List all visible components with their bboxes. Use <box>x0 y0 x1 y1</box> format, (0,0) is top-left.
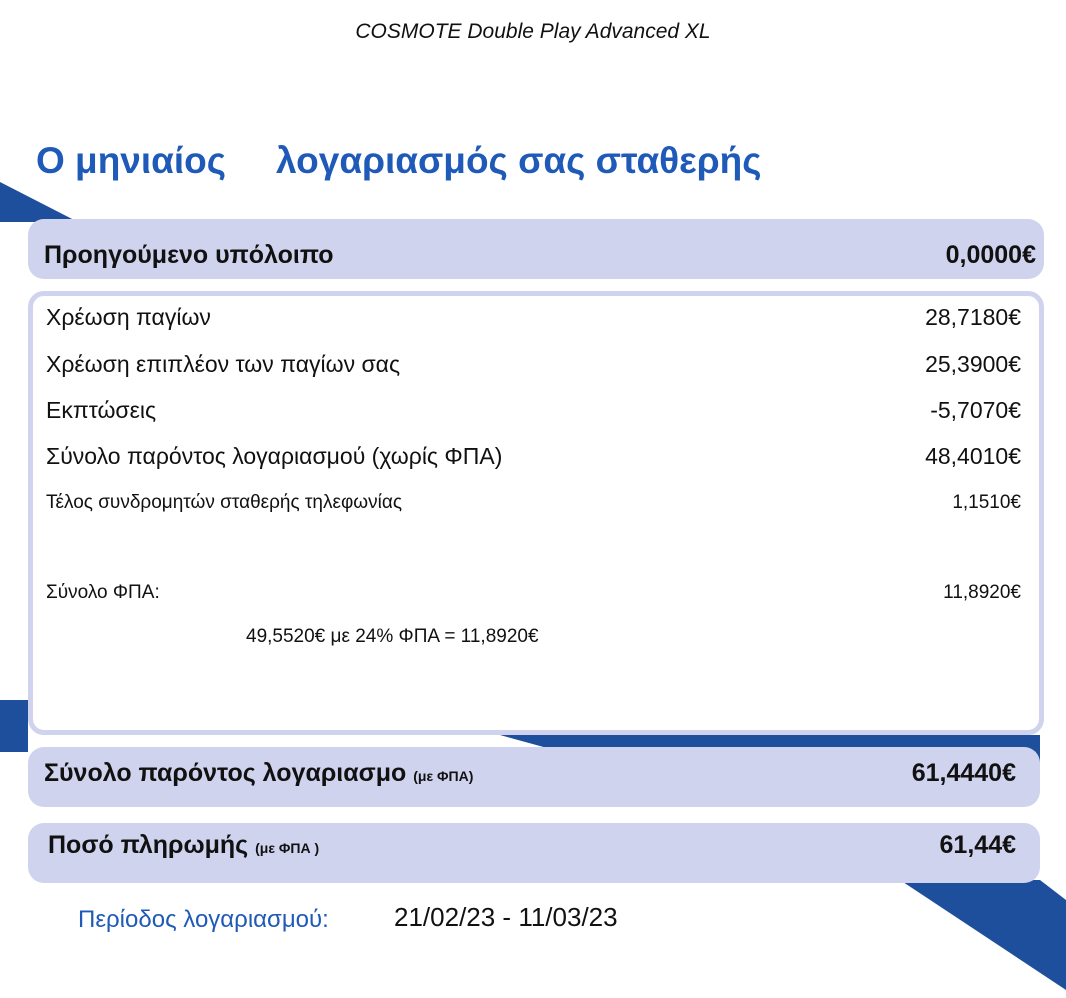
total-with-vat-value: 61,4440€ <box>911 759 1016 787</box>
payment-label-text: Ποσό πληρωμής <box>48 831 249 859</box>
payment-label-suffix: (με ΦΠΑ ) <box>255 840 320 856</box>
line-label-fixed-charges: Χρέωση παγίων <box>46 304 211 330</box>
payment-amount-value: 61,44€ <box>939 831 1016 859</box>
page-title-part1: Ο μηνιαίος <box>36 140 227 181</box>
payment-amount-label <box>48 831 319 860</box>
line-value-subscriber-fee: 1,1510€ <box>952 492 1021 513</box>
line-value-subtotal-no-vat: 48,4010€ <box>925 443 1021 469</box>
line-label-extra-charges: Χρέωση επιπλέον των παγίων σας <box>46 351 401 377</box>
billing-period-label: Περίοδος λογαριασμού: <box>78 906 329 933</box>
line-value-fixed-charges: 28,7180€ <box>925 304 1021 330</box>
total-with-vat-label <box>44 759 473 788</box>
total-label-suffix: (με ΦΠΑ) <box>413 768 474 784</box>
plan-name: COSMOTE Double Play Advanced XL <box>355 20 711 43</box>
line-label-subtotal-no-vat: Σύνολο παρόντος λογαριασμού (χωρίς ΦΠΑ) <box>46 443 503 469</box>
payment-amount-bar <box>28 823 1040 883</box>
previous-balance-label: Προηγούμενο υπόλοιπο <box>44 241 334 269</box>
line-value-vat-total: 11,8920€ <box>943 582 1021 603</box>
billing-period-value: 21/02/23 - 11/03/23 <box>394 902 618 932</box>
line-value-extra-charges: 25,3900€ <box>925 351 1021 377</box>
line-value-discounts: -5,7070€ <box>930 397 1021 423</box>
line-label-discounts: Εκπτώσεις <box>46 397 157 423</box>
total-with-vat-bar <box>28 747 1040 807</box>
previous-balance-bar <box>28 219 1044 279</box>
line-label-vat-total: Σύνολο ΦΠΑ: <box>46 582 160 603</box>
page-title-part2: λογαριασμός σας σταθερής <box>276 140 762 181</box>
previous-balance-value: 0,0000€ <box>945 241 1036 269</box>
total-label-text: Σύνολο παρόντος λογαριασμο <box>44 759 407 787</box>
vat-calculation-note: 49,5520€ με 24% ΦΠΑ = 11,8920€ <box>246 626 539 647</box>
charges-panel <box>28 291 1044 735</box>
page-title <box>36 140 761 182</box>
line-label-subscriber-fee: Τέλος συνδρομητών σταθερής τηλεφωνίας <box>46 492 402 513</box>
